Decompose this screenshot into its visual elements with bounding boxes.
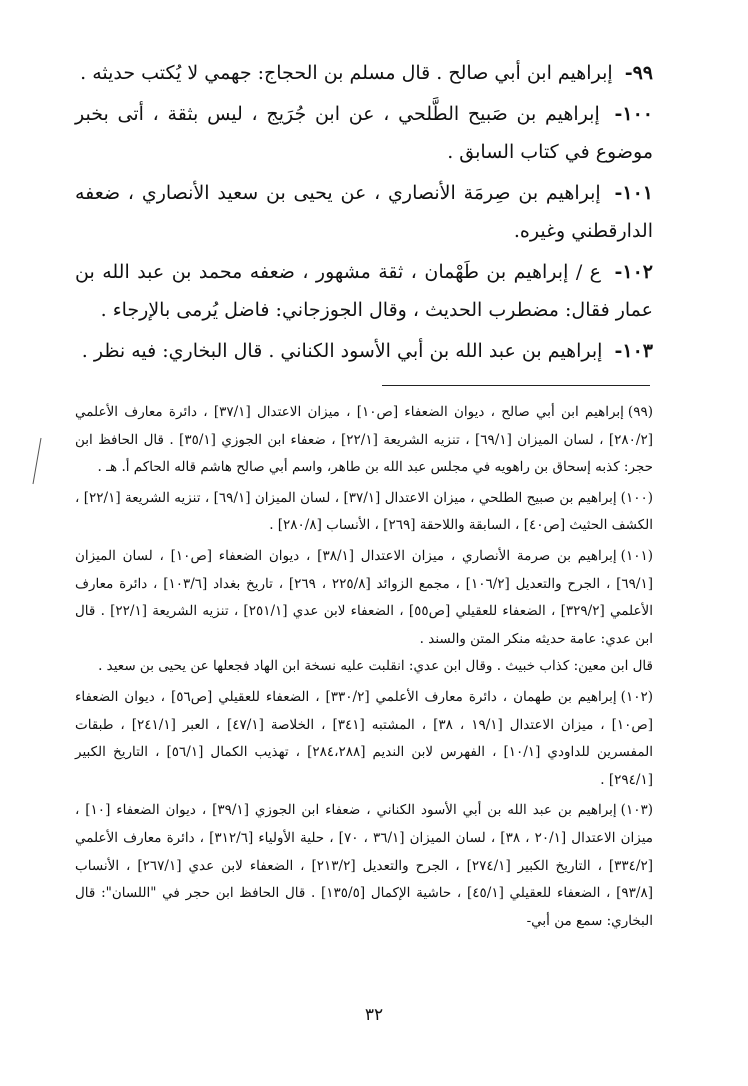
footnote-text: إبراهيم ابن أبي صالح ، ديوان الضعفاء [ص١٠] ، ميزان الاعتدال [٣٧/١] ، دائرة معارف الأعلمي [٢٨٠/٢] ، لسان الميزان [٦٩/١] ، تنزيه الشريعة [٢٢/١] ، ضعفاء ابن الجوزي [٣٥/١] . قال الحافظ ابن حجر: كذبه إسحاق بن راهويه في مجلس عبد الله بن طاهر، واسم أبي صالح هاشم قاله الحاكم أ. هـ . bbox=[75, 404, 653, 476]
entry-number: ٩٩- bbox=[624, 62, 653, 84]
entry-number: ١٠٢- bbox=[614, 261, 653, 283]
entry-100 bbox=[75, 95, 653, 171]
footnote-text: إبراهيم بن صرمة الأنصاري ، ميزان الاعتدال [٣٨/١] ، ديوان الضعفاء [ص١٠] ، لسان الميزان [٦٩/١] ، الجرح والتعديل [١٠٦/٢] ، مجمع الزوائد [٢٢٥/٨ ، ٢٦٩] ، تاريخ بغداد [١٠٣/٦] ، دائرة معارف الأعلمي [٣٢٩/٢] ، الضعفاء للعقيلي [ص٥٥] ، الضعفاء لابن عدي [٢٥١/١] ، تنزيه الشريعة [٢٢/١] . قال ابن عدي: عامة حديثه منكر المتن والسند . bbox=[75, 547, 653, 647]
entry-number: ١٠٠- bbox=[614, 103, 653, 125]
entry-number: ١٠٣- bbox=[614, 340, 653, 362]
entry-102 bbox=[75, 253, 653, 329]
entry-103 bbox=[75, 332, 653, 370]
footnote-number: (١٠٢) bbox=[620, 688, 653, 705]
page-number: ٣٢ bbox=[364, 1005, 384, 1025]
entry-text: إبراهيم بن عبد الله بن أبي الأسود الكناني . قال البخاري: فيه نظر . bbox=[81, 340, 603, 362]
main-text bbox=[75, 54, 653, 373]
footnote-number: (١٠٠) bbox=[620, 489, 653, 506]
footnote-text: إبراهيم بن صبيح الطلحي ، ميزان الاعتدال [٣٧/١] ، لسان الميزان [٦٩/١] ، تنزيه الشريعة [٢٢/١] ، الكشف الحثيث [ص٤٠] ، السابقة واللاحقة [٢٦٩] ، الأنساب [٢٨٠/٨] . bbox=[75, 489, 653, 534]
footnote-divider bbox=[382, 385, 650, 386]
footnote-number: (١٠١) bbox=[620, 547, 653, 564]
footnote-101 bbox=[75, 543, 653, 681]
footnote-text: إبراهيم بن طهمان ، دائرة معارف الأعلمي [٣٣٠/٢] ، الضعفاء للعقيلي [ص٥٦] ، ديوان الضعفاء [ص١٠] ، ميزان الاعتدال [١٩/١ ، ٣٨] ، المشتبه [٣٤١] ، الخلاصة [٤٧/١] ، العبر [٢٤١/١] ، طبقات المفسرين للداودي [١٠/١] ، الفهرس لابن النديم [٢٨٤،٢٨٨] ، تهذيب الكمال [٥٦/١] ، التاريخ الكبير [٢٩٤/١] . bbox=[75, 688, 653, 788]
footnote-102 bbox=[75, 684, 653, 794]
footnote-100 bbox=[75, 485, 653, 540]
footnote-103 bbox=[75, 797, 653, 935]
entry-text: ع / إبراهيم بن طَهْمان ، ثقة مشهور ، ضعفه محمد بن عبد الله بن عمار فقال: مضطرب الحديث ، وقال الجوزجاني: فاضل يُرمى بالإرجاء . bbox=[75, 261, 653, 321]
entry-text: إبراهيم بن صِرمَة الأنصاري ، عن يحيى بن سعيد الأنصاري ، ضعفه الدارقطني وغيره. bbox=[75, 182, 653, 242]
footnote-number: (١٠٣) bbox=[620, 802, 653, 819]
footnote-text: إبراهيم بن عبد الله بن أبي الأسود الكناني ، ضعفاء ابن الجوزي [٣٩/١] ، ديوان الضعفاء [١٠] ، ميزان الاعتدال [٢٠/١ ، ٣٨] ، لسان الميزان [٣٦/١ ، ٧٠] ، حلية الأولياء [٣١٢/٦] ، دائرة معارف الأعلمي [٣٣٤/٢] ، التاريخ الكبير [٢٧٤/١] ، الجرح والتعديل [٢١٣/٢] ، الضعفاء لابن عدي [٢٦٧/١] ، الأنساب [٩٣/٨] ، الضعفاء للعقيلي [٤٥/١] ، حاشية الإكمال [١٣٥/٥] . قال الحافظ ابن حجر في "اللسان": قال البخاري: سمع من أبي- bbox=[75, 802, 654, 929]
entry-99 bbox=[75, 54, 653, 92]
footnote-text: قال ابن معين: كذاب خبيث . وقال ابن عدي: انقلبت عليه نسخة ابن الهاد فجعلها عن يحيى بن سعيد . bbox=[98, 658, 653, 675]
entry-number: ١٠١- bbox=[614, 182, 654, 204]
footnote-number: (٩٩) bbox=[627, 404, 653, 420]
footnotes bbox=[75, 399, 653, 938]
footnote-99 bbox=[75, 399, 653, 482]
pencil-mark bbox=[31, 436, 43, 486]
entry-text: إبراهيم ابن أبي صالح . قال مسلم بن الحجاج: جهمي لا يُكتب حديثه . bbox=[80, 62, 613, 84]
entry-text: إبراهيم بن صَبيح الطَّلحي ، عن ابن جُرَيج ، ليس بثقة ، أتى بخبر موضوع في كتاب السابق . bbox=[75, 103, 653, 163]
entry-101 bbox=[75, 174, 653, 250]
